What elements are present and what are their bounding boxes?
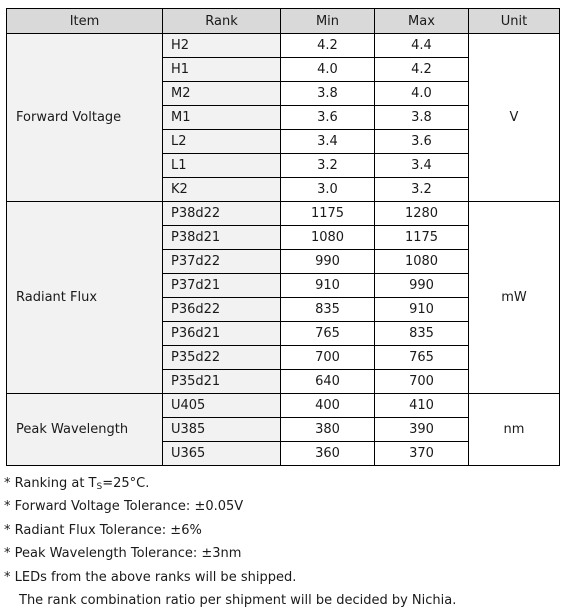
note-shipment: * LEDs from the above ranks will be shipped. [4,569,297,585]
min-cell: 360 [281,442,375,466]
note-peak-wavelength-tolerance: * Peak Wavelength Tolerance: ±3nm [4,546,242,562]
rank-table [6,8,560,466]
unit-cell: nm [469,394,560,466]
table-row [7,34,560,58]
note-shipment-continuation: The rank combination ratio per shipment will be decided by Nichia. [19,593,457,609]
max-cell: 3.8 [375,106,469,130]
rank-cell: P38d21 [163,226,281,250]
max-cell: 1080 [375,250,469,274]
item-cell: Radiant Flux [7,202,163,394]
rank-cell: U385 [163,418,281,442]
min-cell: 3.4 [281,130,375,154]
min-cell: 380 [281,418,375,442]
unit-cell: mW [469,202,560,394]
rank-cell: H1 [163,58,281,82]
max-cell: 3.6 [375,130,469,154]
unit-cell: V [469,34,560,202]
max-cell: 3.4 [375,154,469,178]
max-cell: 390 [375,418,469,442]
rank-cell: U365 [163,442,281,466]
header-max: Max [375,9,469,34]
min-cell: 1175 [281,202,375,226]
max-cell: 4.4 [375,34,469,58]
min-cell: 400 [281,394,375,418]
rank-cell: P36d22 [163,298,281,322]
min-cell: 990 [281,250,375,274]
table-header-row [7,9,560,34]
rank-cell: P37d21 [163,274,281,298]
max-cell: 4.0 [375,82,469,106]
header-item: Item [7,9,163,34]
min-cell: 1080 [281,226,375,250]
min-cell: 835 [281,298,375,322]
note-ts-subscript: S [96,482,103,492]
note-ranking-temperature [4,472,456,495]
note-ts-prefix: * Ranking at T [4,476,97,491]
rank-cell: H2 [163,34,281,58]
min-cell: 4.0 [281,58,375,82]
rank-cell: P35d21 [163,370,281,394]
item-cell: Peak Wavelength [7,394,163,466]
rank-cell: P36d21 [163,322,281,346]
min-cell: 3.2 [281,154,375,178]
min-cell: 4.2 [281,34,375,58]
rank-cell: L2 [163,130,281,154]
max-cell: 4.2 [375,58,469,82]
max-cell: 835 [375,322,469,346]
min-cell: 700 [281,346,375,370]
max-cell: 990 [375,274,469,298]
notes [4,472,456,612]
rank-cell: P35d22 [163,346,281,370]
rank-cell: K2 [163,178,281,202]
note-radiant-flux-tolerance: * Radiant Flux Tolerance: ±6% [4,522,202,538]
note-forward-voltage-tolerance: * Forward Voltage Tolerance: ±0.05V [4,499,244,515]
max-cell: 700 [375,370,469,394]
table-row [7,202,560,226]
table-row [7,394,560,418]
max-cell: 765 [375,346,469,370]
rank-cell: U405 [163,394,281,418]
max-cell: 370 [375,442,469,466]
rank-cell: L1 [163,154,281,178]
item-cell: Forward Voltage [7,34,163,202]
note-ts-suffix: =25°C. [102,476,150,491]
max-cell: 1280 [375,202,469,226]
table-body [7,34,560,466]
min-cell: 3.8 [281,82,375,106]
min-cell: 640 [281,370,375,394]
rank-cell: P38d22 [163,202,281,226]
header-rank: Rank [163,9,281,34]
rank-cell: M1 [163,106,281,130]
header-unit: Unit [469,9,560,34]
rank-cell: M2 [163,82,281,106]
min-cell: 910 [281,274,375,298]
min-cell: 765 [281,322,375,346]
max-cell: 3.2 [375,178,469,202]
min-cell: 3.6 [281,106,375,130]
header-min: Min [281,9,375,34]
max-cell: 1175 [375,226,469,250]
max-cell: 910 [375,298,469,322]
max-cell: 410 [375,394,469,418]
min-cell: 3.0 [281,178,375,202]
rank-cell: P37d22 [163,250,281,274]
